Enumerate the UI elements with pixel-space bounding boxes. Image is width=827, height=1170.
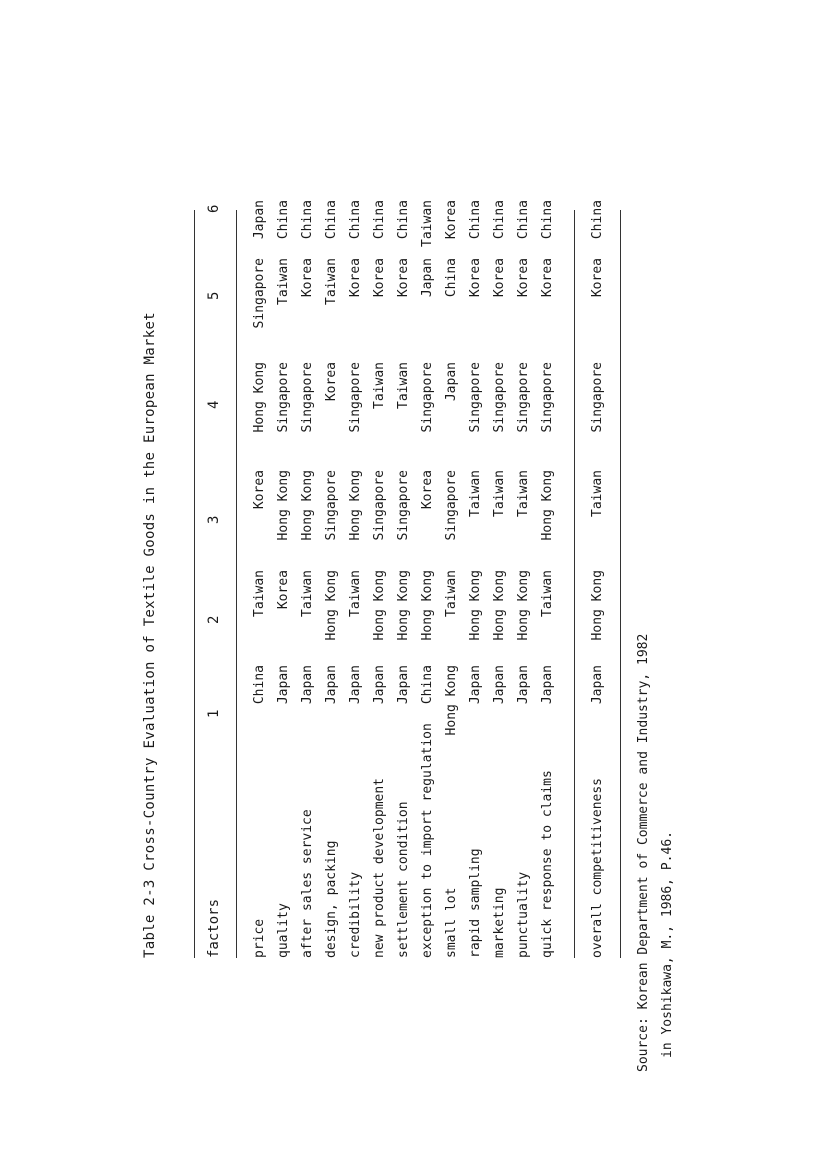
- row-11-rank-4-cell: Singapore: [492, 362, 507, 433]
- source-line-2: in Yoshikawa, M., 1986, P.46.: [660, 831, 675, 1058]
- row-9-rank-1-cell: Hong Kong: [444, 665, 459, 736]
- row-2-rank-1-cell: Japan: [276, 665, 291, 705]
- row-12-label: punctuality: [516, 871, 531, 958]
- row-12-rank-3-cell: Taiwan: [516, 470, 531, 517]
- row-12-rank-5-cell: Korea: [516, 258, 531, 298]
- row-10-rank-3-cell: Taiwan: [468, 470, 483, 517]
- row-3-rank-4-cell: Singapore: [300, 362, 315, 433]
- row-12-rank-1-cell: Japan: [516, 665, 531, 705]
- row-3-rank-1-cell: Japan: [300, 665, 315, 705]
- row-6-rank-2-cell: Hong Kong: [372, 570, 387, 641]
- row-2-rank-4-cell: Singapore: [276, 362, 291, 433]
- row-1-rank-1-cell: China: [252, 665, 267, 705]
- row-3-rank-6-cell: China: [300, 200, 315, 240]
- row-8-rank-5-cell: Japan: [420, 258, 435, 298]
- row-2-rank-3-cell: Hong Kong: [276, 470, 291, 541]
- row-3-rank-5-cell: Korea: [300, 258, 315, 298]
- row-13-label: quick response to claims: [540, 770, 555, 958]
- row-5-rank-4-cell: Singapore: [348, 362, 363, 433]
- rank-1-header: 1: [206, 709, 222, 718]
- overall-rank-5-cell: Korea: [590, 258, 605, 298]
- rank-3-header: 3: [206, 515, 222, 524]
- rank-5-header: 5: [206, 291, 222, 300]
- row-1-rank-2-cell: Taiwan: [252, 570, 267, 617]
- row-11-rank-1-cell: Japan: [492, 665, 507, 705]
- row-13-rank-5-cell: Korea: [540, 258, 555, 298]
- row-9-rank-6-cell: Korea: [444, 200, 459, 240]
- row-2-label: quality: [276, 903, 291, 958]
- table-top-rule: [194, 210, 195, 958]
- row-1-label: price: [252, 918, 267, 958]
- row-1-rank-3-cell: Korea: [252, 470, 267, 510]
- rank-6-header: 6: [206, 204, 222, 213]
- overall-rank-4-cell: Singapore: [590, 362, 605, 433]
- row-12-rank-6-cell: China: [516, 200, 531, 240]
- row-10-rank-1-cell: Japan: [468, 665, 483, 705]
- row-8-label: exception to import regulation: [420, 723, 435, 958]
- row-13-rank-3-cell: Hong Kong: [540, 470, 555, 541]
- overall-rank-1-cell: Japan: [590, 665, 605, 705]
- row-7-rank-6-cell: China: [396, 200, 411, 240]
- row-12-rank-2-cell: Hong Kong: [516, 570, 531, 641]
- row-6-rank-1-cell: Japan: [372, 665, 387, 705]
- row-8-rank-2-cell: Hong Kong: [420, 570, 435, 641]
- row-6-rank-4-cell: Taiwan: [372, 362, 387, 409]
- row-10-rank-5-cell: Korea: [468, 258, 483, 298]
- rank-2-header: 2: [206, 615, 222, 624]
- row-4-label: design, packing: [324, 840, 339, 958]
- row-5-rank-3-cell: Hong Kong: [348, 470, 363, 541]
- row-8-rank-1-cell: China: [420, 665, 435, 705]
- row-1-rank-4-cell: Hong Kong: [252, 362, 267, 433]
- row-8-rank-6-cell: Taiwan: [420, 200, 435, 247]
- overall-rank-6-cell: China: [590, 200, 605, 240]
- row-2-rank-2-cell: Korea: [276, 570, 291, 610]
- row-7-label: settlement condition: [396, 801, 411, 958]
- row-7-rank-4-cell: Taiwan: [396, 362, 411, 409]
- row-3-rank-3-cell: Hong Kong: [300, 470, 315, 541]
- row-7-rank-5-cell: Korea: [396, 258, 411, 298]
- row-7-rank-1-cell: Japan: [396, 665, 411, 705]
- row-7-rank-2-cell: Hong Kong: [396, 570, 411, 641]
- row-4-rank-6-cell: China: [324, 200, 339, 240]
- header-bottom-rule: [236, 210, 237, 958]
- row-13-rank-2-cell: Taiwan: [540, 570, 555, 617]
- source-line-1: Source: Korean Department of Commerce and Industry, 1982: [636, 633, 651, 1072]
- row-5-label: credibility: [348, 871, 363, 958]
- row-9-rank-2-cell: Taiwan: [444, 570, 459, 617]
- row-11-rank-6-cell: China: [492, 200, 507, 240]
- row-5-rank-2-cell: Taiwan: [348, 570, 363, 617]
- row-3-label: after sales service: [300, 809, 315, 958]
- row-11-label: marketing: [492, 887, 507, 958]
- factors-header: factors: [206, 898, 222, 958]
- row-4-rank-4-cell: Korea: [324, 362, 339, 402]
- row-5-rank-6-cell: China: [348, 200, 363, 240]
- row-10-rank-4-cell: Singapore: [468, 362, 483, 433]
- row-13-rank-4-cell: Singapore: [540, 362, 555, 433]
- row-8-rank-3-cell: Korea: [420, 470, 435, 510]
- row-4-rank-2-cell: Hong Kong: [324, 570, 339, 641]
- row-12-rank-4-cell: Singapore: [516, 362, 531, 433]
- row-7-rank-3-cell: Singapore: [396, 470, 411, 541]
- row-9-rank-4-cell: Japan: [444, 362, 459, 402]
- row-5-rank-1-cell: Japan: [348, 665, 363, 705]
- row-11-rank-5-cell: Korea: [492, 258, 507, 298]
- row-5-rank-5-cell: Korea: [348, 258, 363, 298]
- row-2-rank-5-cell: Taiwan: [276, 258, 291, 305]
- row-11-rank-3-cell: Taiwan: [492, 470, 507, 517]
- row-2-rank-6-cell: China: [276, 200, 291, 240]
- table-title: Table 2-3 Cross-Country Evaluation of Textile Goods in the European Market: [142, 312, 158, 958]
- row-4-rank-5-cell: Taiwan: [324, 258, 339, 305]
- row-9-label: small lot: [444, 887, 459, 958]
- rank-4-header: 4: [206, 400, 222, 409]
- row-6-rank-3-cell: Singapore: [372, 470, 387, 541]
- row-3-rank-2-cell: Taiwan: [300, 570, 315, 617]
- row-9-rank-3-cell: Singapore: [444, 470, 459, 541]
- row-11-rank-2-cell: Hong Kong: [492, 570, 507, 641]
- row-10-rank-2-cell: Hong Kong: [468, 570, 483, 641]
- row-13-rank-1-cell: Japan: [540, 665, 555, 705]
- row-9-rank-5-cell: China: [444, 258, 459, 298]
- row-10-label: rapid sampling: [468, 848, 483, 958]
- overall-separator-rule: [574, 210, 575, 958]
- row-8-rank-4-cell: Singapore: [420, 362, 435, 433]
- row-6-label: new product development: [372, 777, 387, 958]
- overall-label: overall competitiveness: [590, 777, 605, 958]
- row-1-rank-6-cell: Japan: [252, 200, 267, 240]
- row-4-rank-1-cell: Japan: [324, 665, 339, 705]
- overall-rank-2-cell: Hong Kong: [590, 570, 605, 641]
- row-13-rank-6-cell: China: [540, 200, 555, 240]
- row-1-rank-5-cell: Singapore: [252, 258, 267, 329]
- row-10-rank-6-cell: China: [468, 200, 483, 240]
- row-4-rank-3-cell: Singapore: [324, 470, 339, 541]
- row-6-rank-5-cell: Korea: [372, 258, 387, 298]
- row-6-rank-6-cell: China: [372, 200, 387, 240]
- overall-rank-3-cell: Taiwan: [590, 470, 605, 517]
- table-bottom-rule: [620, 210, 621, 958]
